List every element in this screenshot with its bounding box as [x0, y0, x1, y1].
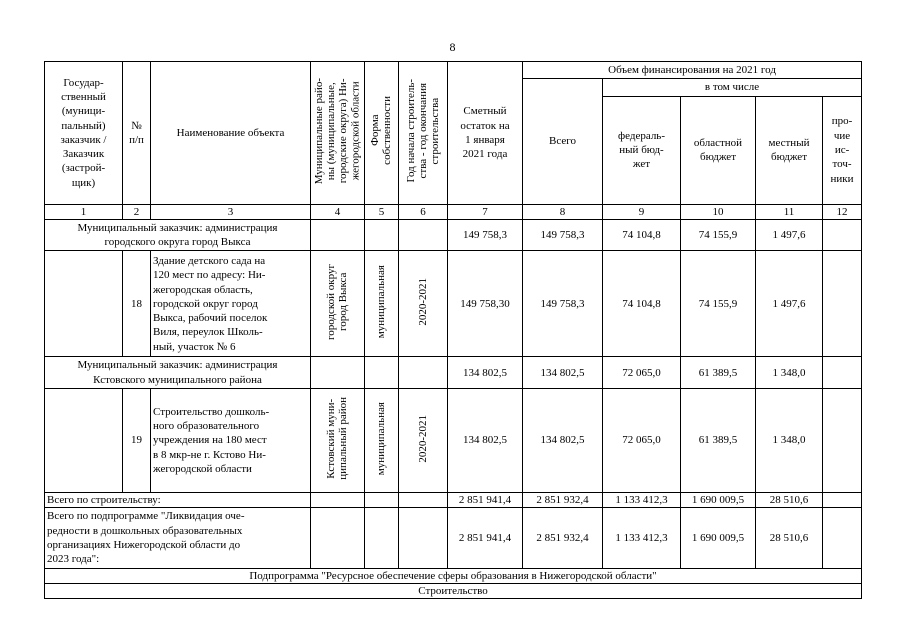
estimated-balance: 149 758,3 [448, 219, 523, 251]
federal-value: 72 065,0 [603, 389, 681, 493]
customer-row [45, 219, 862, 251]
total-value: 2 851 932,4 [523, 493, 603, 508]
column-number: 1 [45, 204, 123, 219]
header-district: Муниципальные райо- ны (муниципальные, городские округа) Ни- жегородской области [311, 62, 365, 205]
regional-value: 1 690 009,5 [681, 508, 756, 568]
object-ownership: муниципальная [365, 251, 399, 357]
column-number: 5 [365, 204, 399, 219]
estimated-balance: 134 802,5 [448, 389, 523, 493]
object-row [45, 389, 862, 493]
header-customer: Государ- ственный (муници- пальный) заказчик / Заказчик (застрой- щик) [45, 62, 123, 205]
column-number: 8 [523, 204, 603, 219]
local-value: 1 497,6 [756, 219, 823, 251]
header-federal-budget: федераль- ный бюд- жет [603, 96, 681, 204]
total-value: 134 802,5 [523, 357, 603, 389]
customer-label: Муниципальный заказчик: администрация городского округа город Выкса [45, 219, 311, 251]
total-construction-label: Всего по строительству: [45, 493, 311, 508]
header-object-name: Наименование объекта [151, 62, 311, 205]
federal-value: 72 065,0 [603, 357, 681, 389]
header-funding-volume: Объем финансирования на 2021 год [523, 62, 862, 79]
federal-value: 74 104,8 [603, 251, 681, 357]
header-regional-budget: областной бюджет [681, 96, 756, 204]
regional-value: 74 155,9 [681, 219, 756, 251]
estimated-balance: 2 851 941,4 [448, 508, 523, 568]
section-title-row [45, 583, 862, 598]
customer-label: Муниципальный заказчик: администрация Кстовского муниципального района [45, 357, 311, 389]
local-value: 1 497,6 [756, 251, 823, 357]
column-number: 7 [448, 204, 523, 219]
total-value: 149 758,3 [523, 219, 603, 251]
header-estimated-balance: Сметный остаток на 1 января 2021 года [448, 62, 523, 205]
subprogram-title-row [45, 568, 862, 583]
federal-value: 74 104,8 [603, 219, 681, 251]
object-number: 19 [123, 389, 151, 493]
object-row [45, 251, 862, 357]
column-numbers-row [45, 204, 862, 219]
federal-value: 1 133 412,3 [603, 508, 681, 568]
local-value: 28 510,6 [756, 508, 823, 568]
estimated-balance: 149 758,30 [448, 251, 523, 357]
header-total: Всего [523, 79, 603, 204]
total-value: 149 758,3 [523, 251, 603, 357]
column-number: 4 [311, 204, 365, 219]
header-number: № п/п [123, 62, 151, 205]
regional-value: 74 155,9 [681, 251, 756, 357]
subprogram-title: Подпрограмма "Ресурсное обеспечение сферы образования в Нижегородской области" [45, 568, 862, 583]
column-number: 2 [123, 204, 151, 219]
regional-value: 1 690 009,5 [681, 493, 756, 508]
header-other-sources: про- чие ис- точ- ники [823, 96, 862, 204]
local-value: 1 348,0 [756, 357, 823, 389]
object-ownership: муниципальная [365, 389, 399, 493]
object-years: 2020-2021 [399, 251, 448, 357]
regional-value: 61 389,5 [681, 389, 756, 493]
estimated-balance: 2 851 941,4 [448, 493, 523, 508]
section-title: Строительство [45, 583, 862, 598]
customer-row [45, 357, 862, 389]
total-value: 2 851 932,4 [523, 508, 603, 568]
header-including: в том числе [603, 79, 862, 96]
estimated-balance: 134 802,5 [448, 357, 523, 389]
local-value: 1 348,0 [756, 389, 823, 493]
header-ownership: Форма собственности [365, 62, 399, 205]
federal-value: 1 133 412,3 [603, 493, 681, 508]
column-number: 10 [681, 204, 756, 219]
financing-table [44, 61, 862, 599]
total-subprogram-label: Всего по подпрограмме "Ликвидация оче- редности в дошкольных образовательных организациях Нижегородской области до 2023 года": [45, 508, 311, 568]
object-district: городской округ город Выкса [311, 251, 365, 357]
header-local-budget: местный бюджет [756, 96, 823, 204]
object-name: Здание детского сада на 120 мест по адресу: Ни- жегородская область, городской округ город Выкса, рабочий поселок Виля, переулок Школь- ный, участок № 6 [151, 251, 311, 357]
total-value: 134 802,5 [523, 389, 603, 493]
column-number: 6 [399, 204, 448, 219]
column-number: 12 [823, 204, 862, 219]
header-years: Год начала строитель- ства - год окончания строительства [399, 62, 448, 205]
total-subprogram-row [45, 508, 862, 568]
column-number: 9 [603, 204, 681, 219]
object-number: 18 [123, 251, 151, 357]
total-construction-row [45, 493, 862, 508]
column-number: 11 [756, 204, 823, 219]
regional-value: 61 389,5 [681, 357, 756, 389]
column-number: 3 [151, 204, 311, 219]
local-value: 28 510,6 [756, 493, 823, 508]
object-name: Строительство дошколь- ного образовательного учреждения на 180 мест в 8 мкр-не г. Кстово Ни- жегородской области [151, 389, 311, 493]
object-years: 2020-2021 [399, 389, 448, 493]
object-district: Кстовский муни- ципальный район [311, 389, 365, 493]
page-number: 8 [449, 40, 456, 54]
